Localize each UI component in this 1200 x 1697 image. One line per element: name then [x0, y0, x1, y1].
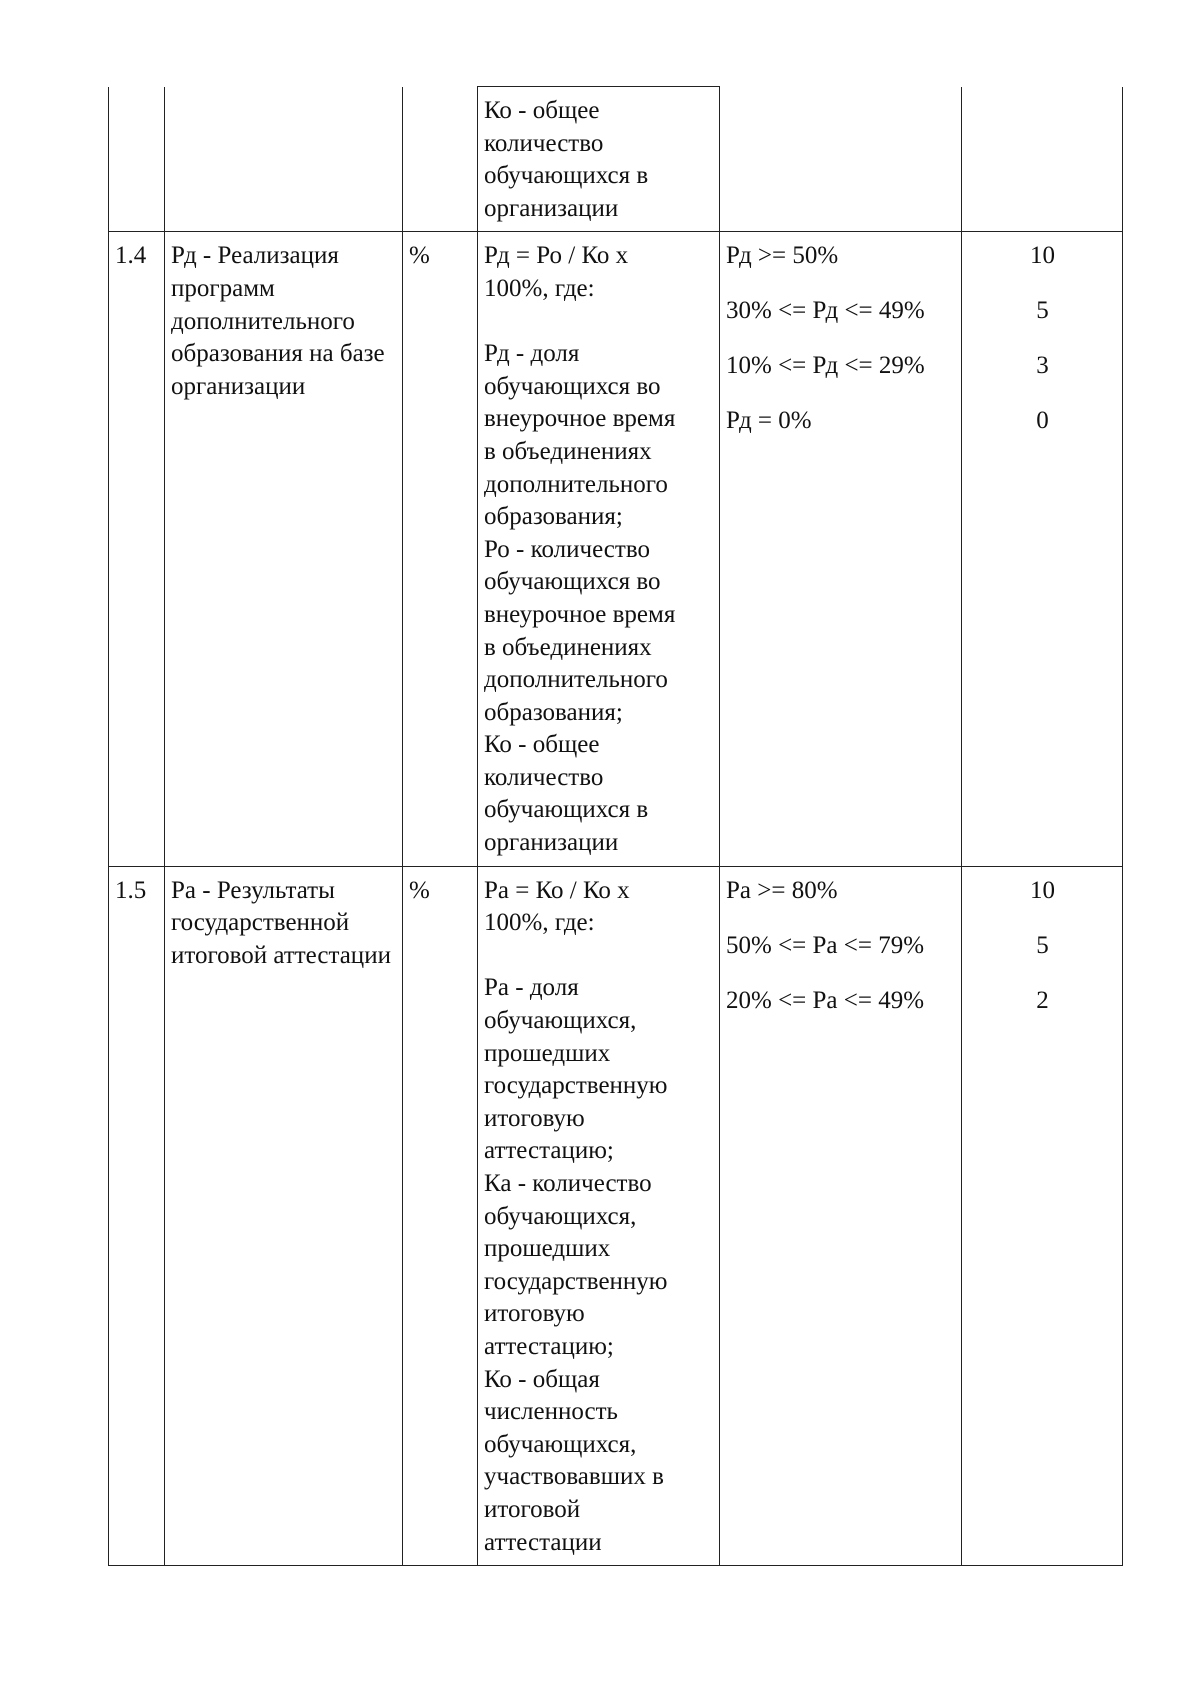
- formula-line: участвовавших в: [484, 1463, 664, 1491]
- condition-cell: [720, 866, 962, 1565]
- formula-line: аттестации: [484, 1528, 602, 1556]
- unit-cell: [403, 232, 478, 866]
- table-row: [109, 87, 1123, 232]
- unit-label: %: [409, 242, 430, 270]
- formula-line: обучающихся,: [484, 1430, 637, 1458]
- unit-cell: [403, 87, 478, 232]
- formula-line: образования;: [484, 698, 623, 726]
- score-cell: [962, 232, 1123, 866]
- formula-line: 100%, где:: [484, 909, 595, 937]
- criteria-table-body: [109, 87, 1123, 1566]
- formula-line: в объединениях: [484, 437, 652, 465]
- formula-line: Ра - доля: [484, 974, 579, 1002]
- formula-spacer: [484, 940, 714, 973]
- formula-line: численность: [484, 1398, 618, 1426]
- formula-line: внеурочное время: [484, 405, 676, 433]
- score-value: 0: [1036, 407, 1049, 435]
- formula-line: Ро - количество: [484, 535, 650, 563]
- formula-line: обучающихся,: [484, 1202, 637, 1230]
- formula-line: Ка - количество: [484, 1170, 652, 1197]
- formula-line: Ра = Ко / Ко x: [484, 876, 630, 904]
- formula-line: дополнительного: [484, 470, 668, 498]
- formula-cell: [478, 87, 720, 232]
- formula-line: количество: [484, 129, 604, 157]
- formula-line: обучающихся во: [484, 372, 661, 400]
- formula-line: итоговую: [484, 1104, 585, 1132]
- condition-cell: [720, 87, 962, 232]
- formula-line: Ко - общая: [484, 1365, 600, 1393]
- formula-line: в объединениях: [484, 633, 652, 661]
- formula-line: аттестацию;: [484, 1137, 614, 1165]
- indicator-name: Рд - Реализация программ дополнительного образования на базе организации: [171, 242, 385, 400]
- row-number-cell: [109, 232, 165, 866]
- formula-line: Рд = Ро / Ко x: [484, 242, 629, 270]
- condition-line: 20% <= Ра <= 49%: [726, 986, 925, 1014]
- table-row: [109, 866, 1123, 1565]
- condition-line: 10% <= Рд <= 29%: [726, 352, 925, 380]
- condition-cell: [720, 232, 962, 866]
- formula-line: образования;: [484, 503, 623, 531]
- score-cell: [962, 866, 1123, 1565]
- condition-line: Ра >= 80%: [726, 876, 838, 904]
- score-value: 3: [1036, 352, 1049, 380]
- row-number: 1.5: [115, 876, 147, 904]
- formula-line: Ко - общее: [484, 731, 600, 759]
- indicator-cell: [165, 87, 403, 232]
- unit-label: %: [409, 876, 430, 904]
- formula-line: итоговой: [484, 1495, 581, 1523]
- condition-line: Рд = 0%: [726, 407, 812, 435]
- criteria-table: [108, 86, 1123, 1566]
- score-value: 2: [1036, 986, 1049, 1014]
- indicator-cell: [165, 866, 403, 1565]
- score-value: 10: [1030, 242, 1055, 270]
- row-number: 1.4: [115, 242, 147, 270]
- score-value: 5: [1036, 297, 1049, 325]
- condition-line: 30% <= Рд <= 49%: [726, 297, 925, 325]
- formula-line: 100%, где:: [484, 274, 595, 302]
- formula-line: количество: [484, 763, 604, 791]
- score-cell: [962, 87, 1123, 232]
- formula-line: прошедших: [484, 1235, 611, 1263]
- formula-line: итоговую: [484, 1300, 585, 1328]
- row-number-cell: [109, 87, 165, 232]
- formula-line: обучающихся,: [484, 1007, 637, 1035]
- table-row: [109, 232, 1123, 866]
- formula-line: государственную: [484, 1267, 668, 1295]
- indicator-cell: [165, 232, 403, 866]
- formula-cell: [478, 866, 720, 1565]
- condition-line: Рд >= 50%: [726, 242, 839, 270]
- formula-line: прошедших: [484, 1039, 611, 1067]
- formula-line: Ко - общее: [484, 97, 600, 124]
- unit-cell: [403, 866, 478, 1565]
- formula-line: обучающихся в: [484, 162, 649, 190]
- indicator-name: Ра - Результаты государственной итоговой аттестации: [171, 876, 391, 969]
- formula-spacer: [484, 306, 714, 339]
- formula-line: внеурочное время: [484, 600, 676, 628]
- formula-line: аттестацию;: [484, 1332, 614, 1360]
- condition-line: 50% <= Ра <= 79%: [726, 931, 925, 959]
- formula-line: организации: [484, 194, 619, 222]
- score-value: 10: [1030, 876, 1055, 904]
- formula-line: Рд - доля: [484, 340, 580, 368]
- formula-line: организации: [484, 829, 619, 857]
- formula-line: обучающихся в: [484, 796, 649, 824]
- formula-line: обучающихся во: [484, 568, 661, 596]
- formula-cell: [478, 232, 720, 866]
- formula-line: дополнительного: [484, 666, 668, 694]
- score-value: 5: [1036, 931, 1049, 959]
- formula-line: государственную: [484, 1072, 668, 1100]
- row-number-cell: [109, 866, 165, 1565]
